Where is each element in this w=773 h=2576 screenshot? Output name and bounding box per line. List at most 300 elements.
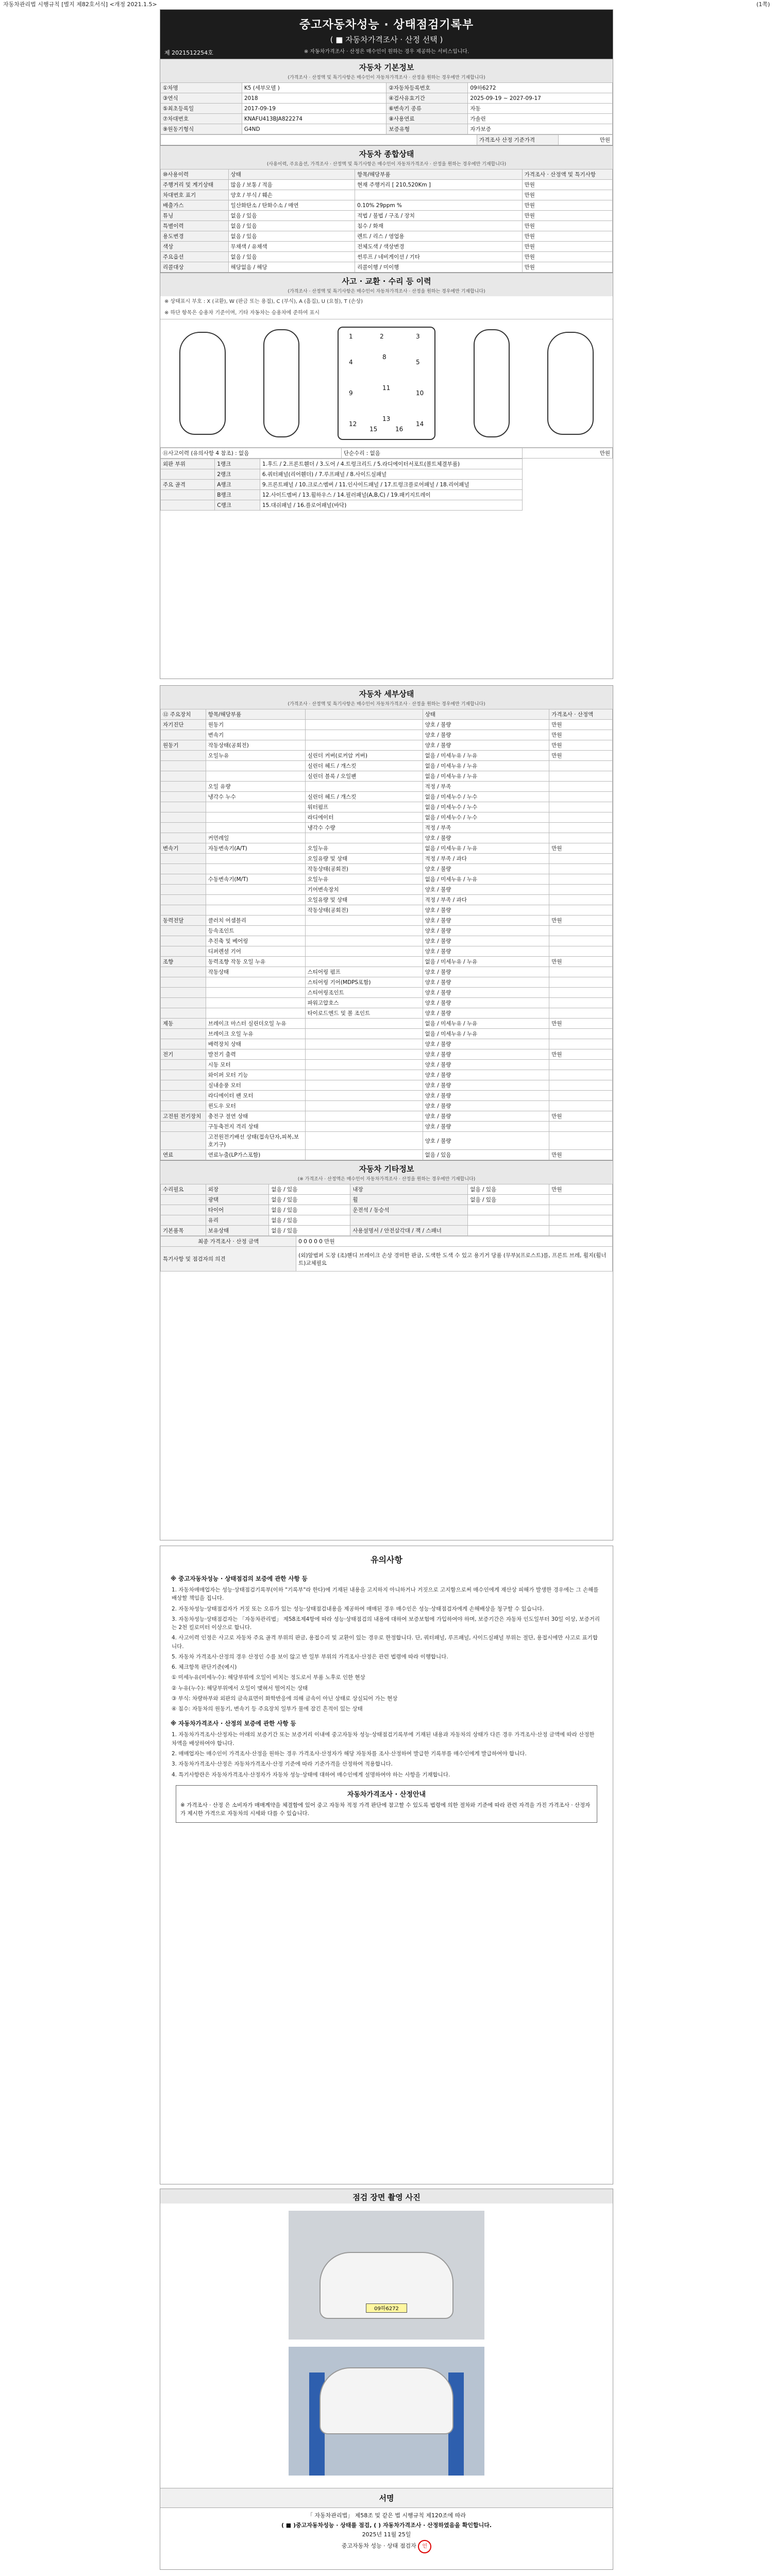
basic-row-cell: 09하6272 (468, 83, 613, 93)
basic-row (161, 83, 613, 93)
detail-row-cell: 냉각수 누수 (206, 792, 305, 802)
detail-row-cell (305, 1029, 423, 1039)
summary-row-cell: 썬루프 / 네비게이션 / 기타 (355, 252, 522, 262)
basic-row (161, 114, 613, 124)
detail-row-cell (549, 1080, 613, 1091)
detail-row-cell: 양호 / 불량 (423, 1111, 549, 1122)
panel-number-label: 12 (348, 420, 357, 428)
summary-row-cell: 없음 / 있음 (228, 252, 355, 262)
other-row (161, 1205, 613, 1215)
detail-row-cell: 양호 / 불량 (423, 1091, 549, 1101)
detail-row-cell (305, 957, 423, 967)
rank-row-cell: 15.대쉬패널 / 16.플로어패널(바닥) (260, 500, 522, 511)
detail-row-cell (161, 1122, 206, 1132)
detail-row-cell (305, 1060, 423, 1070)
basic-row-cell: ⑤최초등록일 (161, 104, 242, 114)
panel-number-label: 8 (382, 353, 386, 361)
other-row-cell (549, 1215, 613, 1226)
detail-row-cell: 없음 / 미세누유 / 누유 (423, 751, 549, 761)
detail-row-cell: 없음 / 미세누수 / 누수 (423, 792, 549, 802)
basic-info-section (160, 59, 613, 145)
basic-row-cell: 자동 (468, 104, 613, 114)
detail-row-cell: 양호 / 불량 (423, 946, 549, 957)
basic-row (161, 124, 613, 134)
detail-row-cell: 동력조향 작동 오일 누유 (206, 957, 305, 967)
other-row-cell: 없음 / 있음 (269, 1215, 350, 1226)
detail-row-cell: 구동축전지 격리 상태 (206, 1122, 305, 1132)
caution-paragraph: 2. 자동차성능·상태점검자가 거짓 또는 오류가 있는 성능·상태점검내용을 제공하여 매매된 경우 매수인은 성능·상태점검자에게 손해배상을 청구할 수 있습니다. (172, 1605, 544, 1612)
summary-row-cell: 리콜이행 / 미이행 (355, 262, 522, 273)
detail-row (161, 905, 613, 916)
detail-row-cell (305, 1080, 423, 1091)
detail-row (161, 1091, 613, 1101)
detail-row-cell (161, 792, 206, 802)
detail-row-cell: 디퍼렌셜 기어 (206, 946, 305, 957)
section-title: 자동차 기본정보 (160, 59, 613, 74)
detail-row-cell: 조향 (161, 957, 206, 967)
other-row-cell (161, 1195, 206, 1205)
summary-row-cell: 용도변경 (161, 231, 229, 242)
detail-row (161, 843, 613, 854)
detail-row-cell (161, 874, 206, 885)
detail-row-cell (549, 782, 613, 792)
summary-row-cell: 튜닝 (161, 211, 229, 221)
detail-row-cell: 작동상태(공회전) (206, 740, 305, 751)
other-row-cell: 외장 (206, 1184, 269, 1195)
document-note: ※ 자동차가격조사 · 산정은 매수인이 원하는 경우 제공하는 서비스입니다. (304, 49, 469, 55)
caution-heading-1: ※ 중고자동차성능 · 상태점검의 보증에 관한 사항 등 (171, 1575, 308, 1582)
detail-row-cell (305, 1111, 423, 1122)
detail-row-cell: 충전구 절연 상태 (206, 1111, 305, 1122)
car-right-side-view (474, 329, 510, 437)
detail-row-cell: 양호 / 불량 (423, 740, 549, 751)
other-row (161, 1226, 613, 1236)
basic-row-cell: ⑦차대번호 (161, 114, 242, 124)
document-header (160, 10, 613, 59)
detail-row-cell: 고전원전기배선 상태(접속단자,피복,보호기구) (206, 1132, 305, 1150)
basic-row-cell: ⑨원동기형식 (161, 124, 242, 134)
other-row-cell: 운전석 / 동승석 (350, 1205, 468, 1215)
panel-number-label: 9 (348, 389, 353, 397)
detail-row-cell (161, 761, 206, 771)
detail-row-cell: 윈도우 모터 (206, 1101, 305, 1111)
detail-row-cell: 오일유량 및 상태 (305, 854, 423, 864)
car-rear-view (547, 332, 594, 435)
summary-row (161, 200, 613, 211)
detail-header: 가격조사 · 산정액 (549, 709, 613, 720)
price-guide-text: ※ 가격조사 · 산정 은 소비자가 매매계약을 체결함에 있어 중고 자동차 적정 가격 판단에 참고할 수 있도록 법령에 의한 절차와 기준에 따라 관련 자격을 가진 가격조사 · 산정자가 제시한 가격으로 자동차의 시세와 다를 수 있습니다. (180, 1802, 591, 1817)
caution-list-2 (160, 1730, 613, 1780)
detail-row-cell (206, 761, 305, 771)
detail-row-cell (549, 854, 613, 864)
detail-row-cell (549, 761, 613, 771)
summary-header: 항목/해당부품 (355, 170, 522, 180)
detail-row-cell: 적정 / 부족 / 과다 (423, 895, 549, 905)
summary-row-cell: 만원 (522, 190, 612, 200)
detail-row-cell (161, 1091, 206, 1101)
summary-header: 가격조사 · 산정액 및 특기사항 (522, 170, 612, 180)
detail-row (161, 946, 613, 957)
summary-row-cell: 색상 (161, 242, 229, 252)
rank-row-cell: 9.프론트패널 / 10.크로스멤버 / 11.인사이드패널 / 17.트렁크플로어패널 / 18.리어패널 (260, 480, 522, 490)
other-row-cell (468, 1226, 549, 1236)
detail-row-cell: 오일누유 (305, 874, 423, 885)
detail-row-cell: 양호 / 불량 (423, 916, 549, 926)
detail-row-cell: 스티어링 기어(MDPS포함) (305, 977, 423, 988)
detail-row (161, 1111, 613, 1122)
detail-row-cell (206, 823, 305, 833)
summary-row-cell: 없음 / 있음 (228, 211, 355, 221)
summary-row-cell: 만원 (522, 242, 612, 252)
detail-row-cell (161, 936, 206, 946)
other-row-cell (549, 1205, 613, 1215)
detail-row (161, 885, 613, 895)
detail-row-cell: 타이로드엔드 및 볼 조인트 (305, 1008, 423, 1019)
detail-row-cell: 라디에이터 (305, 812, 423, 823)
rank-row-cell: C랭크 (215, 500, 260, 511)
detail-row-cell (305, 740, 423, 751)
rank-table (160, 459, 613, 511)
form-topbar (0, 0, 773, 8)
detail-row-cell (305, 1101, 423, 1111)
page-1 (160, 9, 613, 679)
summary-section (160, 145, 613, 273)
detail-row-cell (549, 1070, 613, 1080)
price-guide-title: 자동차가격조사 · 산정안내 (347, 1790, 426, 1799)
summary-row-cell: 만원 (522, 211, 612, 221)
summary-row (161, 221, 613, 231)
summary-row-cell: 만원 (522, 200, 612, 211)
detail-row (161, 1029, 613, 1039)
detail-row-cell (549, 885, 613, 895)
detail-row-cell (549, 833, 613, 843)
detail-header (305, 709, 423, 720)
detail-row-cell (305, 782, 423, 792)
panel-number-label: 1 (348, 333, 353, 340)
detail-header: 항목/해당부품 (206, 709, 305, 720)
caution-paragraph: 5. 자동차 가격조사·산정의 경우 산정인 수를 보이 않고 반 일부 부위의 가격조사·산정은 관련 법령에 따라 이행합니다. (172, 1653, 448, 1660)
signature-block (160, 2508, 613, 2553)
detail-row-cell (549, 864, 613, 874)
other-row-cell (549, 1195, 613, 1205)
rank-row-cell (161, 500, 215, 511)
detail-row-cell: 오일누유 (305, 843, 423, 854)
detail-row-cell (549, 792, 613, 802)
other-row-cell: 보유상태 (206, 1226, 269, 1236)
basic-row-cell: 가솔린 (468, 114, 613, 124)
detail-row-cell: 없음 / 미세누유 / 누유 (423, 843, 549, 854)
detail-row (161, 874, 613, 885)
detail-row-cell: 시동 모터 (206, 1060, 305, 1070)
detail-row-cell (161, 1132, 206, 1150)
detail-row (161, 1049, 613, 1060)
rank-row (161, 459, 613, 469)
detail-row-cell (161, 802, 206, 812)
summary-row-cell: 해당없음 / 해당 (228, 262, 355, 273)
summary-row-cell: 만원 (522, 221, 612, 231)
detail-row-cell (305, 936, 423, 946)
summary-row-cell: 전체도색 / 색상변경 (355, 242, 522, 252)
rank-row-cell: 6.쿼터패널(리어휀더) / 7.루프패널 / 8.사이드실패널 (260, 469, 522, 480)
detail-row-cell: 양호 / 불량 (423, 977, 549, 988)
detail-row-cell (549, 874, 613, 885)
detail-row (161, 916, 613, 926)
form-law-reference: 자동차관리법 시행규칙 [별지 제82호서식] <개정 2021.1.5> (3, 1, 157, 8)
detail-row-cell: 적정 / 부족 (423, 782, 549, 792)
detail-row-cell: 양호 / 불량 (423, 967, 549, 977)
detail-row-cell: 커먼레일 (206, 833, 305, 843)
rank-row-cell (161, 469, 215, 480)
detail-row-cell: 자동변속기(A/T) (206, 843, 305, 854)
detail-row-cell (161, 926, 206, 936)
detail-row-cell: 양호 / 불량 (423, 1060, 549, 1070)
caution-paragraph: 3. 자동차성능·상태점검자는 「자동차관리법」 제58조제4항에 따라 성능·상태점검의 내용에 대하여 보증보험에 가입하여야 하며, 보증기간은 자동차 인도일부터 30일 이상, 보증거리는 2천 킬로미터 이상으로 합니다. (172, 1616, 600, 1631)
summary-row-cell: 무채색 / 유채색 (228, 242, 355, 252)
detail-row-cell: 냉각수 수량 (305, 823, 423, 833)
section-subtitle: (가격조사 · 산정액 및 특기사항은 매수인이 자동차가격조사 · 산정을 원하는 경우에만 기재합니다) (160, 74, 613, 82)
rank-row (161, 500, 613, 511)
detail-row-cell (305, 1132, 423, 1150)
rank-row-cell: 외판 부위 (161, 459, 215, 469)
section-title: 사고 · 교환 · 수리 등 이력 (160, 273, 613, 287)
basic-row-cell: 2017-09-19 (242, 104, 386, 114)
price-value: 만원 (558, 135, 612, 145)
detail-row-cell (305, 1049, 423, 1060)
signature-line-2: ( ■ )중고자동차성능 · 상태를 점검, ( ) 자동차가격조사 · 산정하였음을 확인합니다. (281, 2521, 492, 2529)
detail-row-cell: 양호 / 불량 (423, 730, 549, 740)
panel-number-label: 2 (379, 333, 384, 340)
detail-row-cell (161, 988, 206, 998)
other-row-cell: 내장 (350, 1184, 468, 1195)
caution-paragraph: 3. 자동차가격조사·산정은 자동차가격조사·산정 기준에 따라 기준가격을 산정하여 적용합니다. (172, 1761, 393, 1768)
detail-row-cell: 만원 (549, 957, 613, 967)
section-title: 자동차 종합상태 (160, 146, 613, 160)
other-row-cell: 없음 / 있음 (468, 1195, 549, 1205)
detail-row (161, 833, 613, 843)
detail-row-cell (549, 1029, 613, 1039)
detail-row-cell: 변속기 (161, 843, 206, 854)
detail-row-cell (161, 977, 206, 988)
car-front-view (179, 332, 226, 435)
detail-row-cell: 적정 / 부족 (423, 823, 549, 833)
panel-number-label: 15 (369, 426, 378, 433)
summary-table (160, 169, 613, 273)
detail-row-cell: 실린더 헤드 / 개스킷 (305, 792, 423, 802)
detail-row-cell (161, 751, 206, 761)
detail-row-cell: 양호 / 불량 (423, 885, 549, 895)
detail-row (161, 1039, 613, 1049)
detail-row-cell: 없음 / 있음 (423, 1150, 549, 1160)
lifted-car-image (320, 2367, 453, 2434)
detail-row-cell (161, 1060, 206, 1070)
detail-row-cell (161, 812, 206, 823)
basic-row-cell: ④검사유효기간 (386, 93, 468, 104)
detail-row-cell: 양호 / 불량 (423, 926, 549, 936)
detail-row (161, 812, 613, 823)
summary-row-cell: 현재 주행거리 [ 210,520Km ] (355, 180, 522, 190)
caution-heading-2: ※ 자동차가격조사 · 산정의 보증에 관한 사항 등 (171, 1720, 296, 1727)
detail-row-cell (161, 864, 206, 874)
detail-row-cell: 작동상태(공회전) (305, 864, 423, 874)
detail-row-cell: 만원 (549, 740, 613, 751)
inspection-photo-front (289, 2211, 484, 2340)
price-label: 가격조사 산정 기준가격 (477, 135, 558, 145)
caution-paragraph: 4. 특기사항란은 자동차가격조사·산정자가 자동차 성능·상태에 대하여 매수인에게 설명하여야 하는 사항을 기재합니다. (172, 1771, 450, 1778)
detail-row-cell (305, 1070, 423, 1080)
caution-paragraph: 2. 매매업자는 매수인이 가격조사·산정을 원하는 경우 가격조사·산정자가 해당 자동차를 조사·산정하여 발급한 기록부를 매수인에게 발급하여야 합니다. (172, 1750, 527, 1757)
detail-row-cell (549, 1091, 613, 1101)
detail-row (161, 998, 613, 1008)
detail-row (161, 802, 613, 812)
detail-row-cell: 와이퍼 모터 기능 (206, 1070, 305, 1080)
detail-row-cell: 양호 / 불량 (423, 1122, 549, 1132)
special-notes-text: (외)앞범퍼 도장 (조)핸디 브레이크 손상 경미한 판금, 도색한 도색 수 있고 용기거 당품 (무부)(프로스트)를, 프론트 브레, 휠지(휠너트)교체필요 (296, 1247, 613, 1272)
detail-row-cell (305, 916, 423, 926)
document-subtitle: ( ■ 자동차가격조사 · 산정 선택 ) (330, 35, 443, 44)
detail-row (161, 936, 613, 946)
detail-row (161, 1132, 613, 1150)
detail-row-cell: 없음 / 미세누수 / 누수 (423, 812, 549, 823)
detail-row-cell (305, 1039, 423, 1049)
detail-row (161, 957, 613, 967)
detail-row-cell: 전기 (161, 1049, 206, 1060)
document-number: 제 2021512254호 (164, 49, 213, 56)
summary-row-cell: 만원 (522, 262, 612, 273)
detail-row-cell (206, 905, 305, 916)
basic-info-table (160, 82, 613, 134)
summary-row-cell: 차대번호 표기 (161, 190, 229, 200)
detail-row-cell: 작동상태 (206, 967, 305, 977)
car-left-side-view (263, 329, 299, 437)
caution-paragraph: ④ 침수: 자동차의 원동기, 변속기 등 주요장치 일부가 물에 잠긴 흔적이 있는 상태 (172, 1706, 363, 1713)
detail-row-cell: 추진축 및 베어링 (206, 936, 305, 946)
detail-row-cell (161, 833, 206, 843)
detail-row-cell (549, 802, 613, 812)
detail-row-cell (161, 885, 206, 895)
detail-row-cell (161, 1080, 206, 1091)
detail-row-cell (161, 771, 206, 782)
detail-row (161, 730, 613, 740)
detail-row-cell: 양호 / 불량 (423, 1070, 549, 1080)
other-row-cell: 없음 / 있음 (269, 1226, 350, 1236)
detail-row-cell (161, 946, 206, 957)
other-row-cell: 휠 (350, 1195, 468, 1205)
basic-price-row (160, 134, 613, 145)
panel-number-label: 10 (415, 389, 424, 397)
other-row-cell: 없음 / 있음 (269, 1184, 350, 1195)
stamp-icon: 인 (418, 2540, 431, 2553)
summary-row (161, 190, 613, 200)
rank-row (161, 490, 613, 500)
summary-row-cell: 없음 / 있음 (228, 221, 355, 231)
other-row (161, 1184, 613, 1195)
detail-row-cell: 연료누출(LP가스포함) (206, 1150, 305, 1160)
rank-row-cell: B랭크 (215, 490, 260, 500)
detail-row-cell: 양호 / 불량 (423, 1039, 549, 1049)
detail-row (161, 1080, 613, 1091)
detail-row-cell: 만원 (549, 730, 613, 740)
caution-title: 유의사항 (371, 1555, 402, 1565)
detail-row-cell (305, 1091, 423, 1101)
total-price-label: 최종 가격조사 · 산정 금액 (161, 1236, 296, 1247)
detail-row-cell (161, 1070, 206, 1080)
detail-row-cell (549, 1132, 613, 1150)
detail-row-cell (161, 854, 206, 864)
detail-row-cell: 파워고압호스 (305, 998, 423, 1008)
basic-row-cell: KNAFU413BJA822274 (242, 114, 386, 124)
special-notes-label: 특기사항 및 점검자의 의견 (161, 1247, 296, 1272)
detail-row-cell (206, 988, 305, 998)
detail-row-cell: 오일유량 및 상태 (305, 895, 423, 905)
detail-row-cell: 양호 / 불량 (423, 833, 549, 843)
summary-row (161, 180, 613, 190)
basic-row-cell: ②자동차등록번호 (386, 83, 468, 93)
detail-row-cell (305, 833, 423, 843)
detail-row-cell: 만원 (549, 1111, 613, 1122)
detail-row-cell (161, 1008, 206, 1019)
detail-row-cell (206, 864, 305, 874)
detail-row-cell: 발전기 출력 (206, 1049, 305, 1060)
caution-paragraph: ① 미세누유(미세누수): 해당부위에 오일이 비치는 정도로서 부품 노후로 인한 현상 (172, 1674, 365, 1681)
detail-header: ⑫ 주요장치 (161, 709, 206, 720)
rank-row-cell: 주요 골격 (161, 480, 215, 490)
signature-title: 서명 (160, 2488, 613, 2508)
detail-row-cell (161, 967, 206, 977)
section-title: 자동차 세부상태 (160, 686, 613, 700)
detail-row-cell (206, 771, 305, 782)
basic-row-cell: ①차명 (161, 83, 242, 93)
detail-row (161, 1008, 613, 1019)
rank-row-cell: 12.사이드멤버 / 13.휠하우스 / 14.필러패널(A,B,C) / 19.패키지트레이 (260, 490, 522, 500)
summary-row-cell: 많음 / 보통 / 적음 (228, 180, 355, 190)
summary-row-cell: 배출가스 (161, 200, 229, 211)
other-row-cell: 없음 / 있음 (468, 1184, 549, 1195)
detail-row-cell (305, 946, 423, 957)
detail-row-cell: 양호 / 불량 (423, 936, 549, 946)
panel-number-label: 5 (415, 359, 420, 366)
document-title: 중고자동차성능 · 상태점검기록부 (299, 19, 474, 31)
detail-row-cell: 만원 (549, 1150, 613, 1160)
detail-row (161, 792, 613, 802)
detail-row-cell (549, 905, 613, 916)
detail-row-cell (549, 936, 613, 946)
detail-row (161, 895, 613, 905)
rank-row-cell: 1랭크 (215, 459, 260, 469)
basic-row-cell: K5 (세부모델 ) (242, 83, 386, 93)
other-row-cell (161, 1215, 206, 1226)
signature-line-1: 「 자동차관리법」 제58조 및 같은 법 시행규칙 제120조에 따라 (307, 2512, 466, 2519)
detail-row-cell: 자기진단 (161, 720, 206, 730)
summary-row (161, 231, 613, 242)
car-top-view (338, 327, 435, 440)
summary-row-cell: 적법 / 불법 / 구조 / 장치 (355, 211, 522, 221)
page-3-cautions (160, 1546, 613, 2184)
detail-row-cell (161, 1101, 206, 1111)
detail-row-cell (161, 782, 206, 792)
accident-status-table (160, 448, 613, 459)
caution-paragraph: ② 누유(누수): 해당부위에서 오일이 맺혀서 떨어지는 상태 (172, 1685, 308, 1691)
other-row-cell (549, 1226, 613, 1236)
caution-paragraph: 4. 사고이력 인정은 사고로 자동차 주요 골격 부위의 판금, 용접수리 및 교환이 있는 경우로 한정합니다. 단, 쿼터패널, 루프패널, 사이드실패널 부위는 절단, 용접시에만 사고로 표기합니다. (172, 1635, 598, 1650)
detail-row (161, 854, 613, 864)
detail-row-cell: 라디에이터 팬 모터 (206, 1091, 305, 1101)
summary-row (161, 262, 613, 273)
detail-row-cell: 없음 / 미세누유 / 누유 (423, 761, 549, 771)
detail-row (161, 864, 613, 874)
detail-row (161, 720, 613, 730)
summary-row-cell: 없음 / 있음 (228, 231, 355, 242)
detail-row-cell (161, 730, 206, 740)
